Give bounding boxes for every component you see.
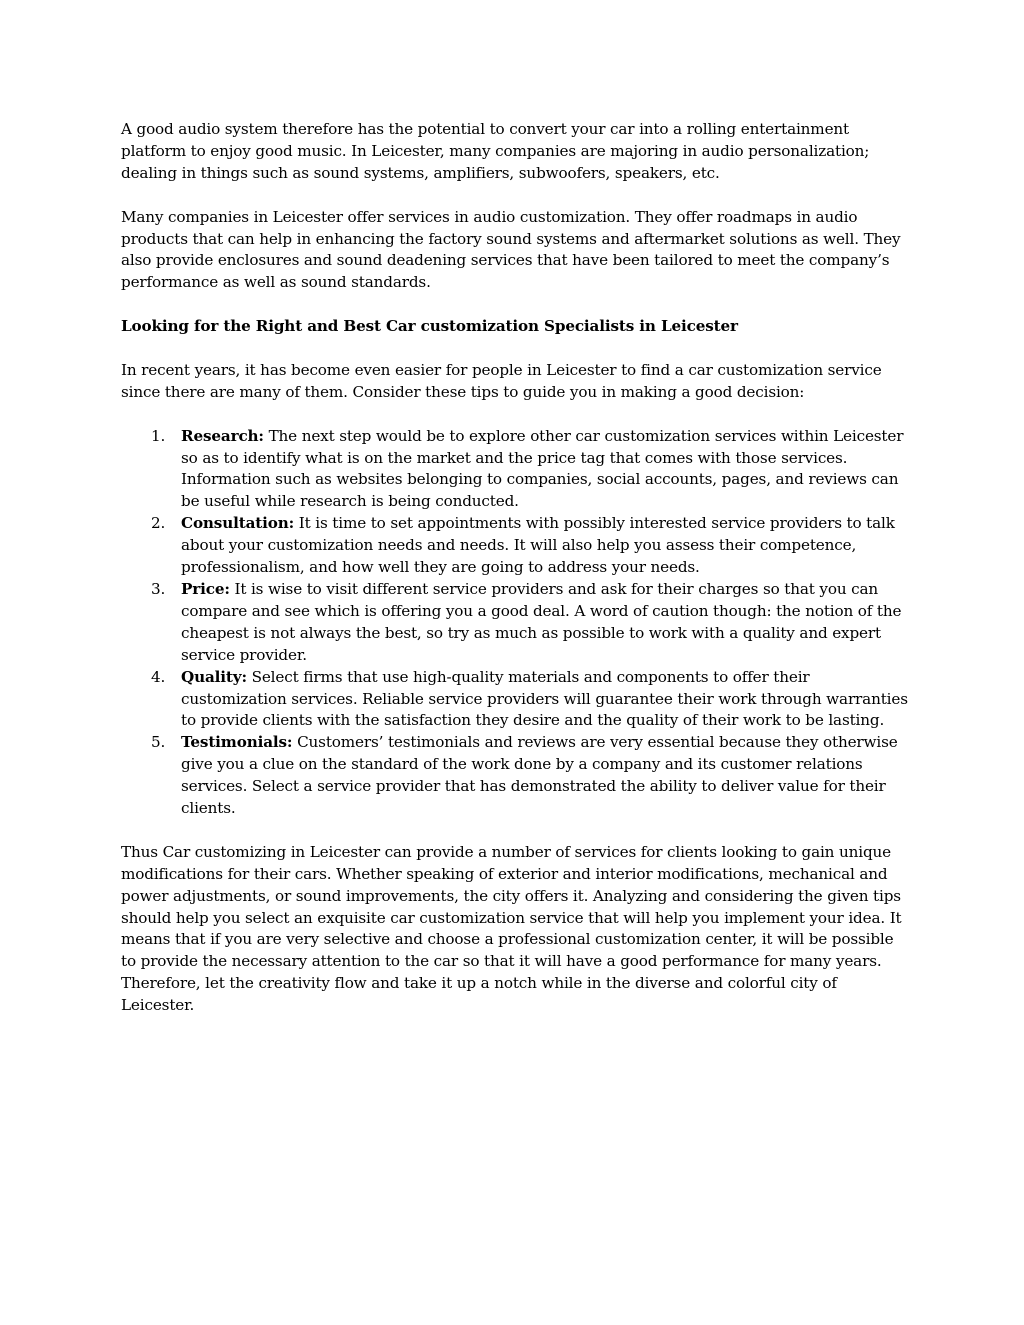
audio-customization-paragraph: Many companies in Leicester offer services in audio customization. They offer roadmaps in audio products that can help in enhancing the factory sound systems and aftermarket solutions as well. They also provide enclosures and sound deadening services that have been tailored to meet the company’s performance as well as sound standards. [121, 207, 901, 292]
tip-term: Testimonials: [181, 733, 293, 752]
list-number: 2. [151, 514, 166, 533]
list-item [121, 513, 911, 579]
list-item [121, 426, 911, 514]
intro-paragraph: A good audio system therefore has the potential to convert your car into a rolling entertainment platform to enjoy good music. In Leicester, many companies are majoring in audio personalization; dealing in things such as sound systems, amplifiers, subwoofers, speakers, etc. [121, 120, 870, 182]
list-item [121, 667, 911, 733]
list-number: 4. [151, 667, 166, 686]
tip-text: It is time to set appointments with possibly interested service providers to talk about your customization needs and needs. It will also help you assess their competence, professionalism, and how well they are going to address your needs. [181, 514, 895, 577]
tip-term: Consultation: [181, 514, 295, 533]
document-page [121, 119, 911, 1039]
tip-text: The next step would be to explore other car customization services within Leicester so as to identify what is on the market and the price tag that comes with those services. Information such as websites belonging to companies, social accounts, pages, and reviews can be useful while research is being conducted. [181, 426, 904, 511]
list-item [121, 579, 911, 667]
section-heading: Looking for the Right and Best Car customization Specialists in Leicester [121, 317, 738, 336]
tip-term: Quality: [181, 667, 247, 686]
list-number: 5. [151, 733, 166, 752]
tip-term: Research: [181, 426, 264, 445]
tips-intro-paragraph: In recent years, it has become even easier for people in Leicester to find a car customization service since there are many of them. Consider these tips to guide you in making a good decision: [121, 360, 882, 401]
tip-text: Select firms that use high-quality materials and components to offer their customization services. Reliable service providers will guarantee their work through warranties to provide clients with the satisfaction they desire and the quality of their work to be lasting. [181, 667, 908, 730]
list-number: 1. [151, 426, 166, 445]
tip-term: Price: [181, 579, 230, 598]
tips-list [121, 426, 911, 820]
tip-text: It is wise to visit different service providers and ask for their charges so that you can compare and see which is offering you a good deal. A word of caution though: the notion of the cheapest is not always the best, so try as much as possible to work with a quality and expert service provider. [181, 579, 902, 664]
list-item [121, 732, 911, 820]
list-number: 3. [151, 579, 166, 598]
tip-text: Customers’ testimonials and reviews are very essential because they otherwise give you a clue on the standard of the work done by a company and its customer relations services. Select a service provider that has demonstrated the ability to deliver value for their clients. [181, 733, 898, 818]
conclusion-paragraph: Thus Car customizing in Leicester can provide a number of services for clients looking to gain unique modifications for their cars. Whether speaking of exterior and interior modifications, mechanical and power adjustments, or sound improvements, the city offers it. Analyzing and considering the given tips should help you select an exquisite car customization service that will help you implement your idea. It means that if you are very selective and choose a professional customization center, it will be possible to provide the necessary attention to the car so that it will have a good performance for many years. Therefore, let the creativity flow and take it up a notch while in the diverse and colorful city of Leicester. [121, 842, 902, 1015]
